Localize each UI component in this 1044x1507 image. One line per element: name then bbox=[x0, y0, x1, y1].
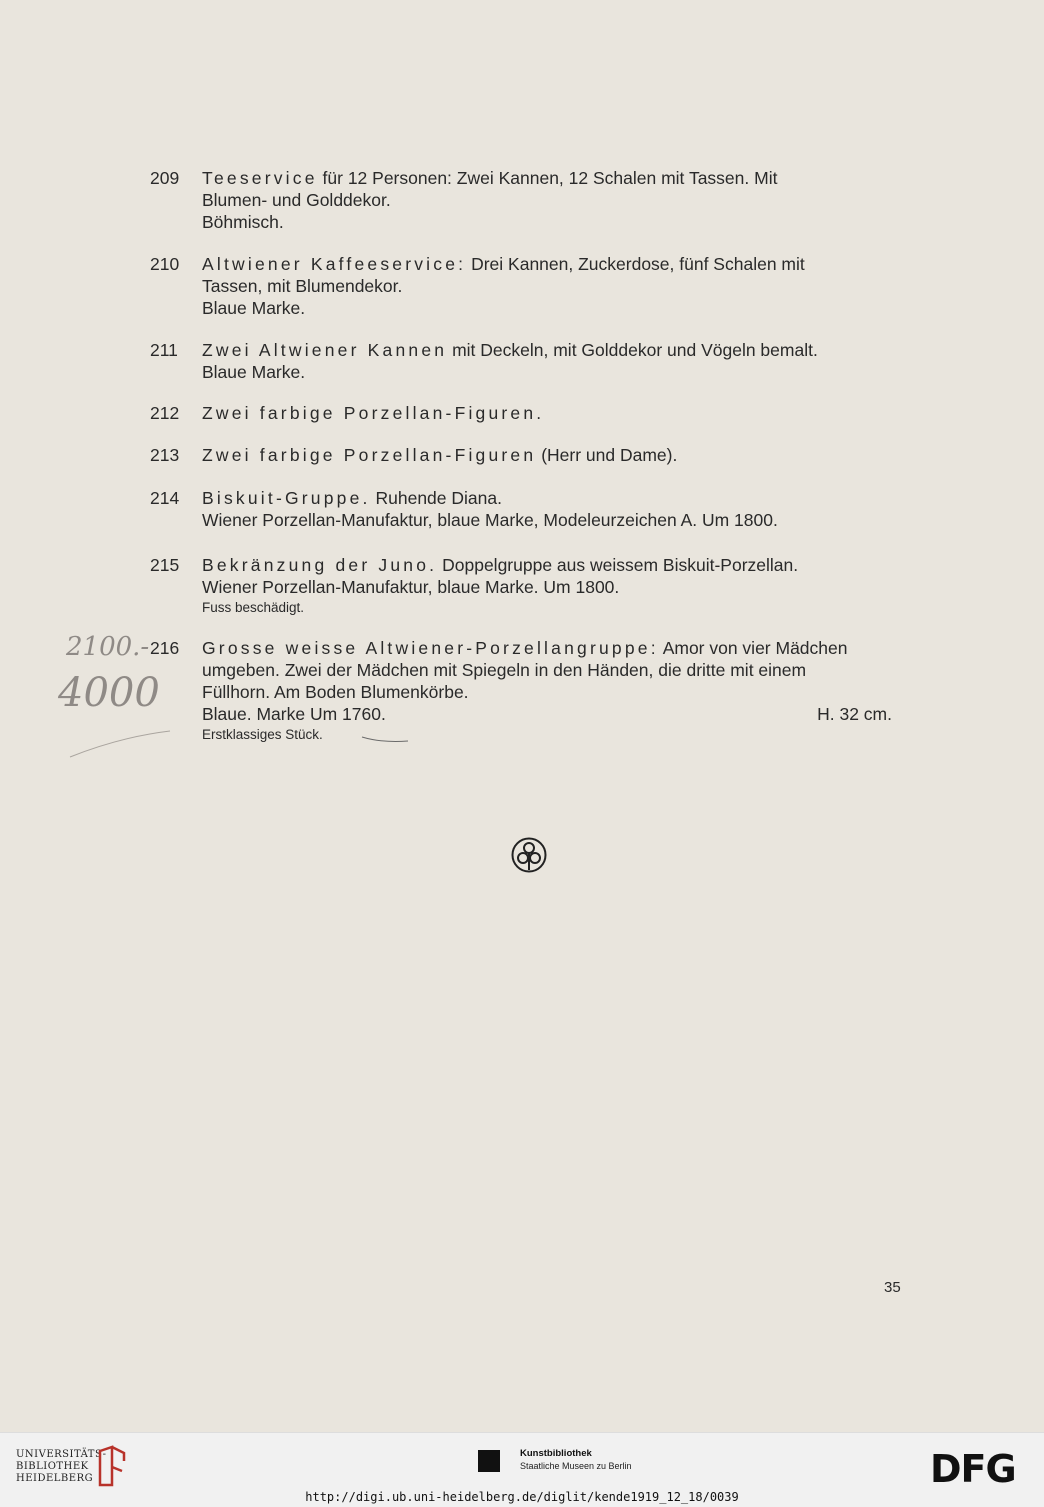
handwritten-price-2: 4000 bbox=[58, 670, 160, 716]
kunstbibliothek-name: Kunstbibliothek bbox=[520, 1448, 592, 1459]
entry-number: 211 bbox=[150, 340, 178, 360]
handwritten-price-1: 2100.- bbox=[66, 632, 150, 662]
entry-text: umgeben. Zwei der Mädchen mit Spiegeln in den Händen, die dritte mit einem bbox=[202, 660, 807, 680]
entry-text: Wiener Porzellan-Manufaktur, blaue Marke, Modeleurzeichen A. Um 1800. bbox=[202, 510, 778, 530]
ub-heidelberg-logo-icon[interactable] bbox=[96, 1445, 126, 1487]
entry-text: Blaue Marke. bbox=[202, 362, 306, 382]
entry-text: für 12 Personen: Zwei Kannen, 12 Schalen mit Tassen. Mit bbox=[322, 168, 778, 188]
ornament-icon bbox=[510, 836, 548, 874]
entry-title: Altwiener Kaffeeservice: bbox=[202, 254, 467, 274]
entry-text: Blaue. Marke Um 1760. bbox=[202, 704, 386, 724]
dfg-logo[interactable]: DFG bbox=[930, 1447, 1016, 1491]
entry-text: Böhmisch. bbox=[202, 212, 284, 232]
entry-title: Teeservice bbox=[202, 168, 318, 188]
entry-title: Grosse weisse Altwiener-Porzellangruppe: bbox=[202, 638, 659, 658]
pencil-strokes bbox=[60, 725, 420, 765]
ub-heidelberg-text: UNIVERSITÄTS- BIBLIOTHEK HEIDELBERG bbox=[16, 1449, 107, 1484]
entry-text: Blumen- und Golddekor. bbox=[202, 190, 391, 210]
entry-text: Amor von vier Mädchen bbox=[662, 638, 848, 658]
entry-text: mit Deckeln, mit Golddekor und Vögeln bemalt. bbox=[452, 340, 818, 360]
entry-text: Wiener Porzellan-Manufaktur, blaue Marke. Um 1800. bbox=[202, 577, 620, 597]
entry-number: 214 bbox=[150, 488, 180, 508]
entry-number: 209 bbox=[150, 168, 180, 188]
entry-size: H. 32 cm. bbox=[817, 704, 892, 724]
kunstbibliothek-subtitle: Staatliche Museen zu Berlin bbox=[520, 1461, 632, 1471]
entry-title: Zwei farbige Porzellan-Figuren bbox=[202, 445, 537, 465]
entry-note: Fuss beschädigt. bbox=[202, 600, 305, 615]
entry-text: Ruhende Diana. bbox=[375, 488, 502, 508]
entry-number: 216 bbox=[150, 638, 180, 658]
entry-title: Zwei Altwiener Kannen bbox=[202, 340, 448, 360]
entry-text: Doppelgruppe aus weissem Biskuit-Porzellan. bbox=[442, 555, 799, 575]
entry-title: Bekränzung der Juno. bbox=[202, 555, 438, 575]
entry-title: Biskuit-Gruppe. bbox=[202, 488, 371, 508]
entry-number: 213 bbox=[150, 445, 180, 465]
page-number: 35 bbox=[884, 1279, 901, 1296]
entry-number: 212 bbox=[150, 403, 180, 423]
entry-text: Blaue Marke. bbox=[202, 298, 306, 318]
entry-title: Zwei farbige Porzellan-Figuren. bbox=[202, 403, 545, 423]
kunstbibliothek-logo-icon[interactable] bbox=[478, 1450, 500, 1472]
entry-text: Tassen, mit Blumendekor. bbox=[202, 276, 403, 296]
entry-number: 215 bbox=[150, 555, 180, 575]
entry-note: Erstklassiges Stück. bbox=[202, 727, 323, 742]
entry-text: Drei Kannen, Zuckerdose, fünf Schalen mit bbox=[471, 254, 805, 274]
page-url[interactable]: http://digi.ub.uni-heidelberg.de/diglit/kende1919_12_18/0039 bbox=[305, 1490, 739, 1504]
entry-text: (Herr und Dame). bbox=[541, 445, 678, 465]
entry-number: 210 bbox=[150, 254, 180, 274]
entry-text: Füllhorn. Am Boden Blumenkörbe. bbox=[202, 682, 469, 702]
